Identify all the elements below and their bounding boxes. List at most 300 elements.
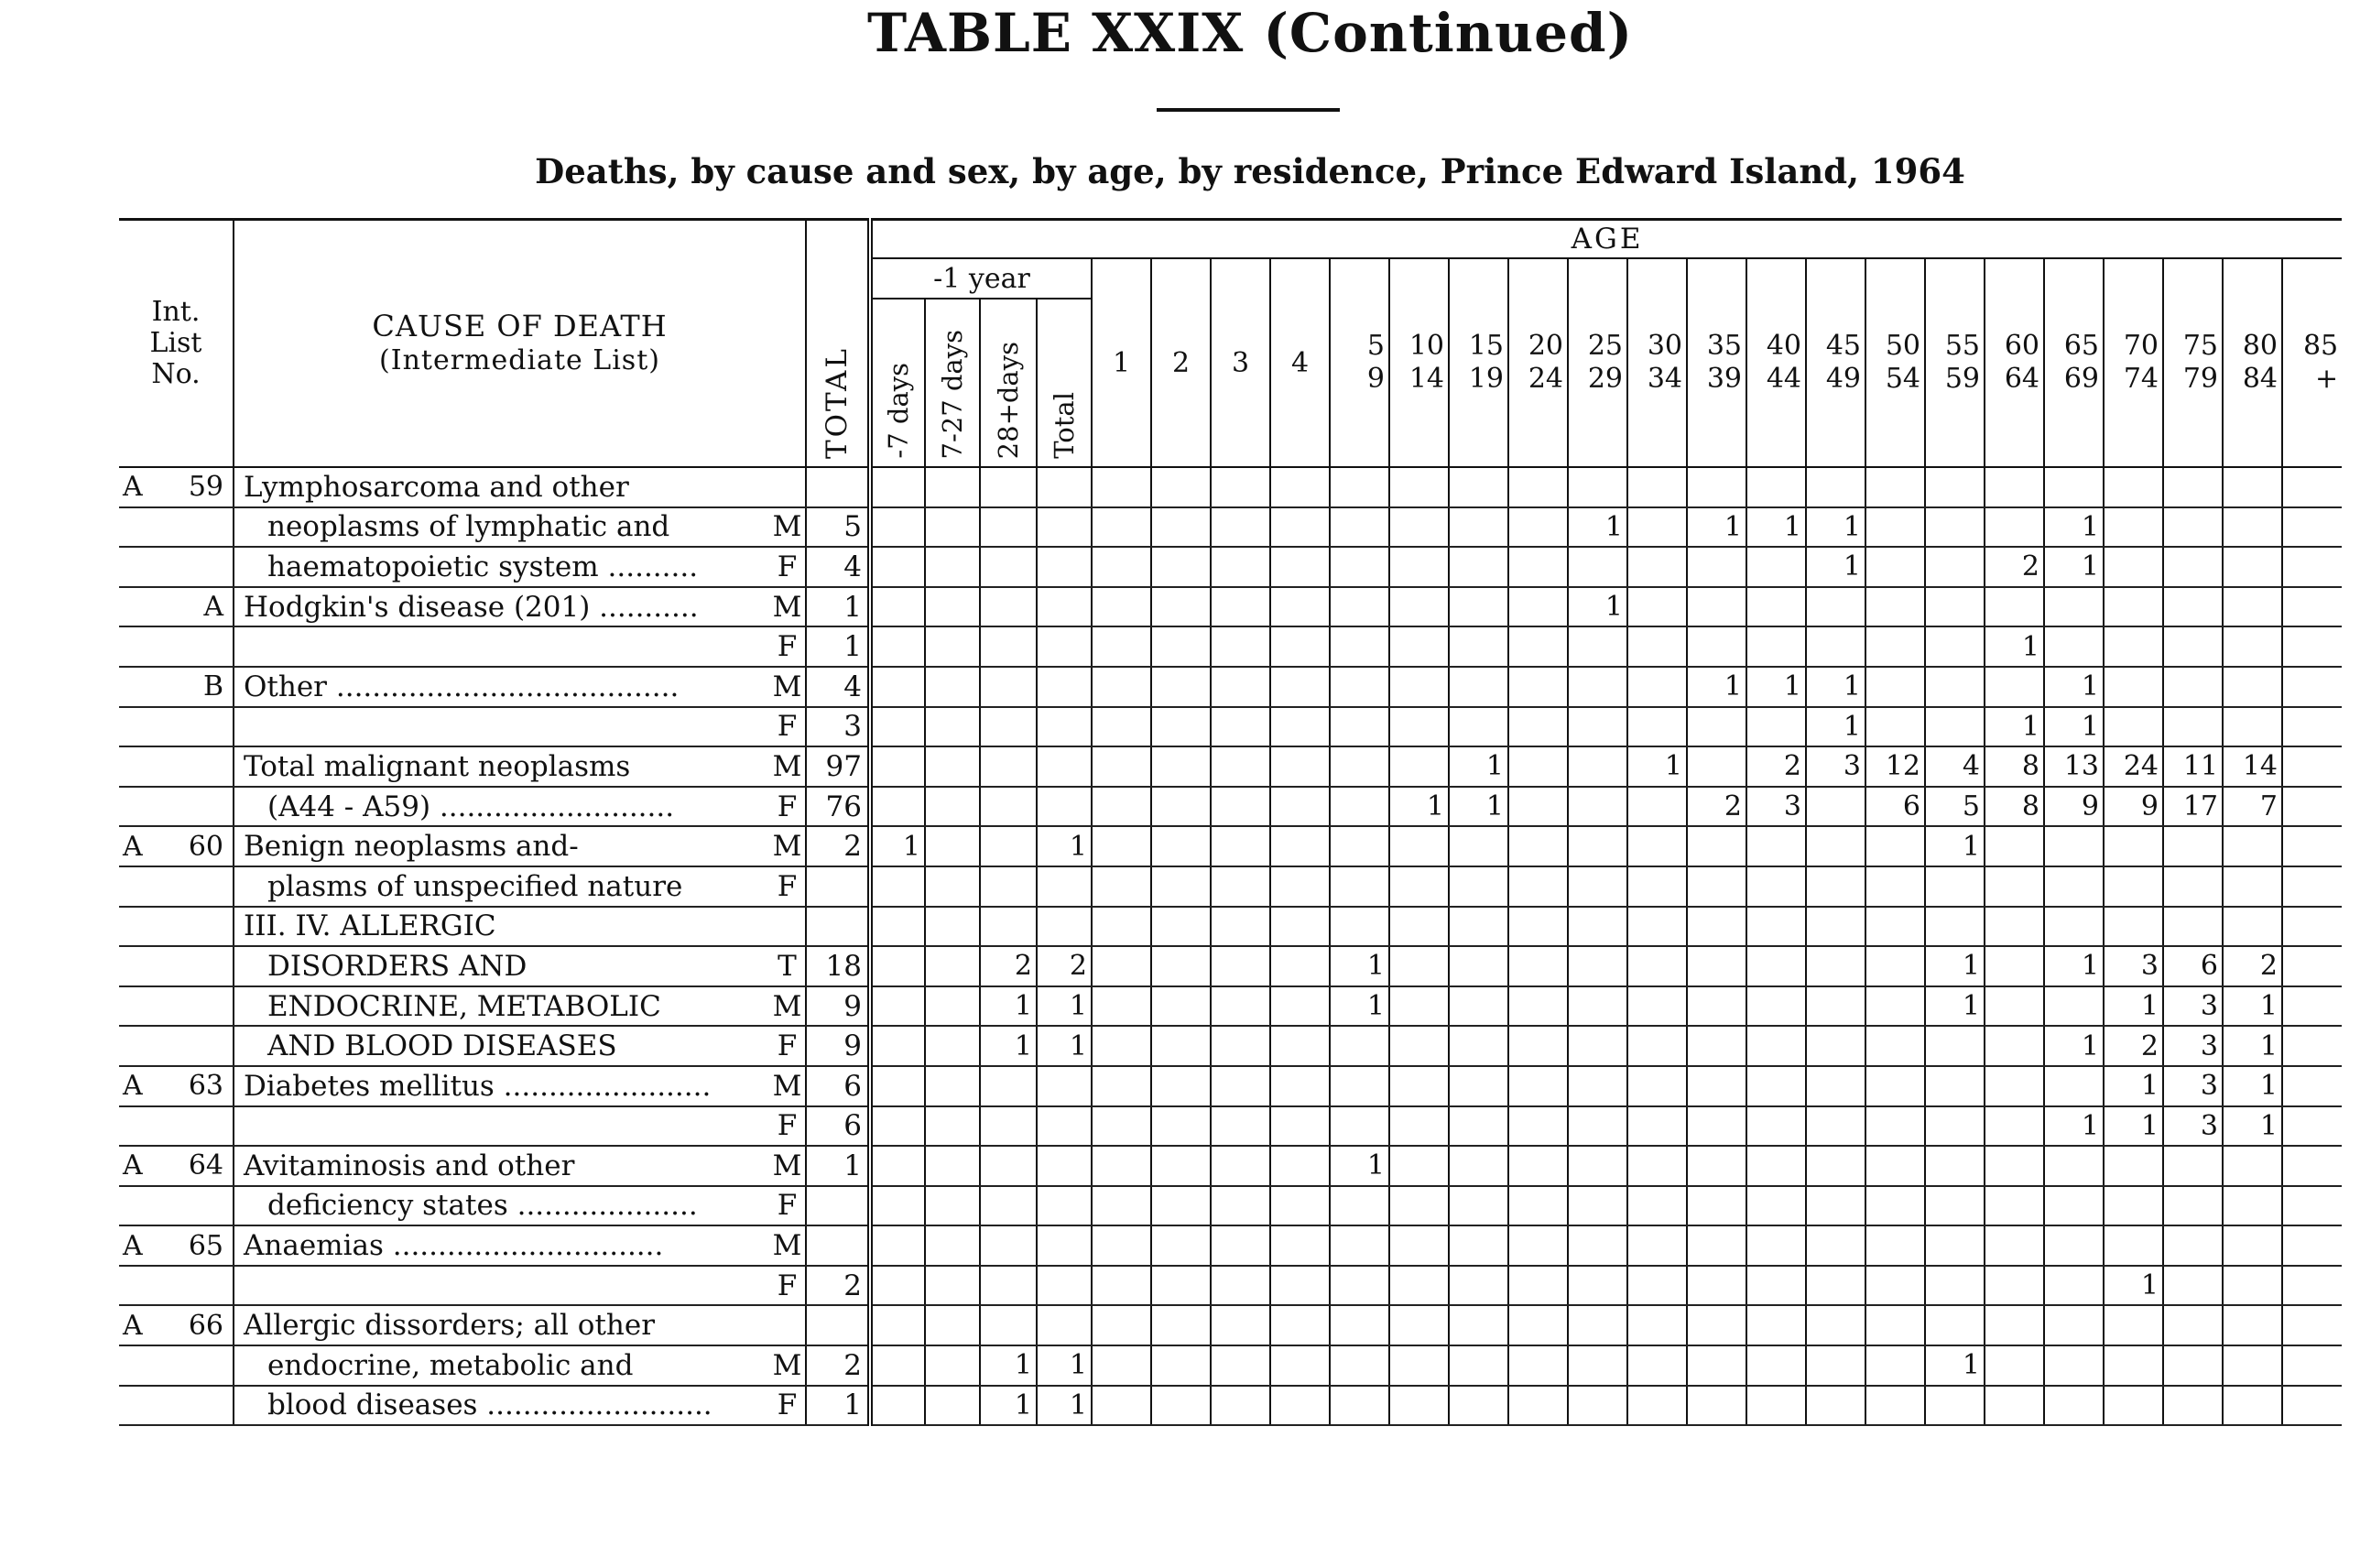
int-list-cell — [119, 1066, 234, 1106]
count-cell — [1687, 946, 1746, 986]
count-cell — [1449, 1146, 1508, 1186]
count-cell — [2163, 866, 2223, 907]
count-cell — [1806, 1305, 1865, 1345]
count-cell — [1508, 1225, 1568, 1266]
count-cell — [1806, 1186, 1865, 1226]
int-list-cell — [119, 1345, 234, 1386]
count-cell — [1211, 626, 1270, 667]
count-cell — [2223, 1345, 2282, 1386]
count-cell — [1985, 1026, 2044, 1066]
count-cell — [1746, 626, 1806, 667]
cause-cell: neoplasms of lymphatic and — [234, 507, 769, 548]
int-list-cell — [119, 467, 234, 507]
age-group-from: 10 — [1408, 330, 1444, 362]
age-group-to: 54 — [1885, 363, 1920, 395]
cause-cell: Lymphosarcoma and other — [234, 467, 769, 507]
count-cell — [1037, 667, 1092, 707]
count-cell — [925, 946, 980, 986]
deaths-table — [119, 218, 2342, 1426]
count-cell — [925, 547, 980, 587]
count-cell: 1 — [2044, 946, 2104, 986]
count-cell — [1627, 1186, 1687, 1226]
count-cell — [2044, 1146, 2104, 1186]
count-cell — [980, 826, 1037, 866]
count-cell — [1508, 1026, 1568, 1066]
count-cell: 1 — [2223, 1106, 2282, 1147]
count-cell — [1985, 1225, 2044, 1266]
int-list-cell — [119, 866, 234, 907]
count-cell: 1 — [1925, 946, 1985, 986]
count-cell — [1037, 1186, 1092, 1226]
count-cell — [1389, 1386, 1449, 1426]
count-cell — [870, 626, 925, 667]
int-list-cell — [119, 1386, 234, 1426]
count-cell — [2282, 1066, 2342, 1106]
total-cell — [806, 907, 870, 947]
count-cell — [1806, 1026, 1865, 1066]
count-cell — [1865, 1305, 1925, 1345]
count-cell — [1270, 1106, 1330, 1147]
count-cell — [1687, 1345, 1746, 1386]
count-cell — [1092, 866, 1151, 907]
count-cell — [1092, 547, 1151, 587]
age-header: AGE — [870, 220, 2342, 259]
count-cell — [1211, 1186, 1270, 1226]
count-cell — [1270, 507, 1330, 548]
count-cell — [1037, 746, 1092, 787]
count-cell — [1151, 587, 1211, 627]
cause-cell: Avitaminosis and other — [234, 1146, 769, 1186]
count-cell — [1330, 667, 1389, 707]
count-cell — [1925, 1305, 1985, 1345]
under-one-subheader — [925, 299, 980, 467]
total-cell: 3 — [806, 707, 870, 747]
count-cell — [1389, 1225, 1449, 1266]
count-cell — [1211, 787, 1270, 827]
count-cell — [1985, 587, 2044, 627]
int-list-cell — [119, 1225, 234, 1266]
count-cell — [1568, 467, 1627, 507]
count-cell — [2044, 866, 2104, 907]
count-cell — [1746, 1026, 1806, 1066]
count-cell — [1865, 707, 1925, 747]
count-cell — [1151, 866, 1211, 907]
count-cell — [1508, 907, 1568, 947]
count-cell — [1092, 1146, 1151, 1186]
count-cell — [1568, 946, 1627, 986]
count-cell: 1 — [1568, 507, 1627, 548]
table-body — [119, 467, 2342, 1425]
under-one-subheader-label: 28+days — [993, 341, 1024, 459]
count-cell — [1925, 667, 1985, 707]
count-cell — [1746, 1066, 1806, 1106]
count-cell: 3 — [2163, 1066, 2223, 1106]
count-cell — [1568, 1266, 1627, 1306]
sex-cell — [769, 907, 806, 947]
count-cell — [1508, 1305, 1568, 1345]
total-cell: 9 — [806, 1026, 870, 1066]
age-single-header: 2 — [1151, 258, 1211, 467]
count-cell — [925, 1146, 980, 1186]
count-cell — [1092, 1345, 1151, 1386]
int-list-code: A — [203, 591, 223, 624]
count-cell — [1985, 1305, 2044, 1345]
table-row — [119, 626, 2342, 667]
count-cell — [1746, 1305, 1806, 1345]
count-cell — [1568, 907, 1627, 947]
count-cell: 14 — [2223, 746, 2282, 787]
count-cell — [2223, 626, 2282, 667]
count-cell — [1037, 547, 1092, 587]
count-cell: 1 — [1330, 986, 1389, 1027]
count-cell — [1627, 1305, 1687, 1345]
int-list-prefix: A — [123, 1070, 143, 1103]
count-cell — [1687, 1106, 1746, 1147]
count-cell — [2163, 907, 2223, 947]
table-row — [119, 946, 2342, 986]
count-cell — [1330, 826, 1389, 866]
count-cell — [1925, 1146, 1985, 1186]
count-cell — [1627, 1266, 1687, 1306]
table-row — [119, 1225, 2342, 1266]
count-cell — [1925, 587, 1985, 627]
sex-cell: T — [769, 946, 806, 986]
table-row — [119, 1386, 2342, 1426]
count-cell — [1389, 826, 1449, 866]
count-cell — [1746, 467, 1806, 507]
age-group-to: 9 — [1366, 363, 1385, 395]
count-cell — [2223, 707, 2282, 747]
count-cell: 1 — [1806, 667, 1865, 707]
count-cell — [1508, 986, 1568, 1027]
count-cell — [1865, 1106, 1925, 1147]
count-cell — [1627, 626, 1687, 667]
count-cell — [1746, 547, 1806, 587]
count-cell — [1330, 1266, 1389, 1306]
table-row — [119, 1066, 2342, 1106]
count-cell — [1627, 826, 1687, 866]
count-cell — [2223, 507, 2282, 548]
count-cell — [870, 1266, 925, 1306]
count-cell — [1746, 587, 1806, 627]
count-cell — [1151, 626, 1211, 667]
count-cell — [1865, 587, 1925, 627]
count-cell — [870, 787, 925, 827]
count-cell — [1865, 1146, 1925, 1186]
count-cell — [1508, 1345, 1568, 1386]
count-cell — [1037, 1266, 1092, 1306]
count-cell — [2044, 986, 2104, 1027]
count-cell: 1 — [2044, 507, 2104, 548]
count-cell — [1508, 467, 1568, 507]
count-cell: 6 — [1865, 787, 1925, 827]
sex-cell: F — [769, 707, 806, 747]
cause-cell — [234, 1266, 769, 1306]
count-cell — [2223, 1225, 2282, 1266]
sex-cell: F — [769, 1186, 806, 1226]
count-cell: 1 — [1806, 707, 1865, 747]
age-group-to: 14 — [1408, 363, 1444, 395]
count-cell — [870, 1225, 925, 1266]
int-list-code: 63 — [188, 1070, 223, 1103]
age-group-to: 74 — [2123, 363, 2159, 395]
count-cell — [1037, 587, 1092, 627]
sex-cell: M — [769, 1225, 806, 1266]
count-cell — [1687, 707, 1746, 747]
int-list-prefix: A — [123, 1309, 143, 1342]
count-cell — [1037, 626, 1092, 667]
count-cell — [1627, 1146, 1687, 1186]
count-cell — [1389, 587, 1449, 627]
count-cell — [2163, 707, 2223, 747]
int-list-cell — [119, 907, 234, 947]
count-cell — [1270, 667, 1330, 707]
count-cell — [1568, 1026, 1627, 1066]
count-cell — [1508, 667, 1568, 707]
int-list-cell — [119, 986, 234, 1027]
age-single-header: 3 — [1211, 258, 1270, 467]
count-cell — [1389, 1026, 1449, 1066]
count-cell — [1746, 1146, 1806, 1186]
count-cell — [1627, 1345, 1687, 1386]
count-cell: 1 — [1449, 746, 1508, 787]
cause-cell — [234, 626, 769, 667]
total-cell: 5 — [806, 507, 870, 548]
count-cell — [2282, 1146, 2342, 1186]
age-group-header — [2163, 258, 2223, 467]
count-cell — [1037, 866, 1092, 907]
count-cell — [980, 507, 1037, 548]
count-cell — [1746, 866, 1806, 907]
int-list-cell — [119, 746, 234, 787]
count-cell — [1449, 1106, 1508, 1147]
count-cell — [980, 1305, 1037, 1345]
count-cell — [870, 1106, 925, 1147]
count-cell — [1627, 547, 1687, 587]
count-cell — [1211, 1106, 1270, 1147]
count-cell: 3 — [1806, 746, 1865, 787]
count-cell — [1627, 467, 1687, 507]
count-cell — [2282, 1305, 2342, 1345]
count-cell — [2282, 667, 2342, 707]
count-cell — [1925, 1026, 1985, 1066]
count-cell — [870, 1066, 925, 1106]
sex-cell: M — [769, 986, 806, 1027]
count-cell — [1865, 907, 1925, 947]
count-cell — [2044, 1066, 2104, 1106]
count-cell — [1037, 907, 1092, 947]
count-cell — [925, 707, 980, 747]
count-cell: 1 — [2044, 1026, 2104, 1066]
count-cell — [1092, 467, 1151, 507]
count-cell — [925, 1345, 980, 1386]
count-cell — [1270, 1146, 1330, 1186]
count-cell — [1211, 907, 1270, 947]
total-cell: 1 — [806, 1146, 870, 1186]
count-cell — [2044, 626, 2104, 667]
count-cell — [1092, 1186, 1151, 1226]
count-cell — [980, 1066, 1037, 1106]
count-cell — [1389, 667, 1449, 707]
sex-cell — [769, 467, 806, 507]
total-cell — [806, 1186, 870, 1226]
count-cell — [1865, 626, 1925, 667]
age-group-header — [1568, 258, 1627, 467]
count-cell — [1330, 707, 1389, 747]
count-cell — [1211, 986, 1270, 1027]
total-cell: 76 — [806, 787, 870, 827]
count-cell: 3 — [2163, 1026, 2223, 1066]
count-cell — [925, 626, 980, 667]
table-row — [119, 1146, 2342, 1186]
count-cell — [1092, 1386, 1151, 1426]
count-cell — [1806, 907, 1865, 947]
age-group-to: 69 — [2063, 363, 2099, 395]
count-cell — [1037, 1066, 1092, 1106]
count-cell — [1687, 746, 1746, 787]
total-cell — [806, 866, 870, 907]
int-list-cell — [119, 1186, 234, 1226]
count-cell: 1 — [1389, 787, 1449, 827]
count-cell: 17 — [2163, 787, 2223, 827]
count-cell — [870, 866, 925, 907]
count-cell — [1806, 866, 1865, 907]
count-cell — [2223, 667, 2282, 707]
count-cell — [1270, 707, 1330, 747]
count-cell: 1 — [1037, 826, 1092, 866]
age-group-from: 20 — [1528, 330, 1563, 362]
count-cell — [1330, 1225, 1389, 1266]
count-cell — [1151, 1345, 1211, 1386]
int-list-header: Int. List No. — [119, 220, 234, 468]
count-cell — [925, 587, 980, 627]
count-cell — [1568, 1066, 1627, 1106]
count-cell — [1449, 587, 1508, 627]
sex-cell: M — [769, 587, 806, 627]
count-cell — [1508, 1106, 1568, 1147]
count-cell — [1508, 1266, 1568, 1306]
count-cell — [2223, 907, 2282, 947]
count-cell: 1 — [1985, 707, 2044, 747]
count-cell — [1270, 1225, 1330, 1266]
age-group-from: 65 — [2063, 330, 2099, 362]
count-cell — [1151, 1026, 1211, 1066]
count-cell — [1687, 1305, 1746, 1345]
count-cell — [1568, 707, 1627, 747]
count-cell — [1389, 866, 1449, 907]
age-group-header — [2223, 258, 2282, 467]
age-group-header — [1806, 258, 1865, 467]
sex-cell: M — [769, 507, 806, 548]
count-cell — [1508, 1066, 1568, 1106]
count-cell — [1865, 986, 1925, 1027]
count-cell — [1806, 1106, 1865, 1147]
count-cell — [1925, 1186, 1985, 1226]
count-cell — [1985, 1146, 2044, 1186]
count-cell: 1 — [1627, 746, 1687, 787]
count-cell — [1389, 986, 1449, 1027]
count-cell — [1092, 707, 1151, 747]
count-cell — [1092, 587, 1151, 627]
count-cell — [1270, 826, 1330, 866]
cause-cell: Allergic dissorders; all other — [234, 1305, 769, 1345]
count-cell — [1389, 707, 1449, 747]
count-cell — [1746, 826, 1806, 866]
count-cell — [1270, 746, 1330, 787]
sex-cell: F — [769, 1386, 806, 1426]
int-list-cell — [119, 507, 234, 548]
count-cell — [1865, 866, 1925, 907]
count-cell — [2223, 587, 2282, 627]
count-cell — [1627, 946, 1687, 986]
count-cell: 2 — [1687, 787, 1746, 827]
count-cell — [1925, 1066, 1985, 1106]
count-cell: 1 — [2104, 1266, 2163, 1306]
count-cell — [2104, 547, 2163, 587]
count-cell — [1806, 986, 1865, 1027]
count-cell: 1 — [1806, 507, 1865, 548]
count-cell — [1151, 1106, 1211, 1147]
count-cell: 1 — [980, 1345, 1037, 1386]
count-cell — [2104, 1305, 2163, 1345]
count-cell — [2282, 1386, 2342, 1426]
cause-cell: plasms of unspecified nature — [234, 866, 769, 907]
count-cell — [980, 1106, 1037, 1147]
int-list-cell — [119, 1026, 234, 1066]
count-cell — [2282, 907, 2342, 947]
age-group-to: + — [2315, 363, 2339, 395]
count-cell — [1092, 986, 1151, 1027]
count-cell — [1985, 1186, 2044, 1226]
count-cell — [1925, 1266, 1985, 1306]
age-group-from: 40 — [1766, 330, 1801, 362]
total-cell: 97 — [806, 746, 870, 787]
count-cell — [1270, 467, 1330, 507]
count-cell: 2 — [1037, 946, 1092, 986]
total-cell — [806, 1225, 870, 1266]
count-cell — [1211, 667, 1270, 707]
table-row — [119, 587, 2342, 627]
count-cell — [1568, 1186, 1627, 1226]
count-cell — [1211, 467, 1270, 507]
count-cell — [1389, 1345, 1449, 1386]
count-cell — [980, 667, 1037, 707]
age-group-to: 29 — [1587, 363, 1623, 395]
count-cell — [1687, 1386, 1746, 1426]
count-cell — [1985, 866, 2044, 907]
count-cell — [1568, 1386, 1627, 1426]
count-cell — [2104, 587, 2163, 627]
count-cell — [1508, 866, 1568, 907]
count-cell — [1687, 1266, 1746, 1306]
count-cell — [1985, 986, 2044, 1027]
count-cell: 1 — [1568, 587, 1627, 627]
table-row — [119, 907, 2342, 947]
count-cell — [2163, 667, 2223, 707]
age-group-to: 19 — [1468, 363, 1504, 395]
count-cell: 1 — [1687, 507, 1746, 548]
int-list-cell — [119, 587, 234, 627]
table-row — [119, 1305, 2342, 1345]
total-cell: 2 — [806, 1345, 870, 1386]
count-cell — [1687, 907, 1746, 947]
count-cell — [870, 946, 925, 986]
count-cell — [1508, 626, 1568, 667]
age-group-to: 59 — [1944, 363, 1980, 395]
count-cell — [2223, 467, 2282, 507]
int-list-code: 65 — [188, 1229, 223, 1262]
count-cell — [1211, 1146, 1270, 1186]
